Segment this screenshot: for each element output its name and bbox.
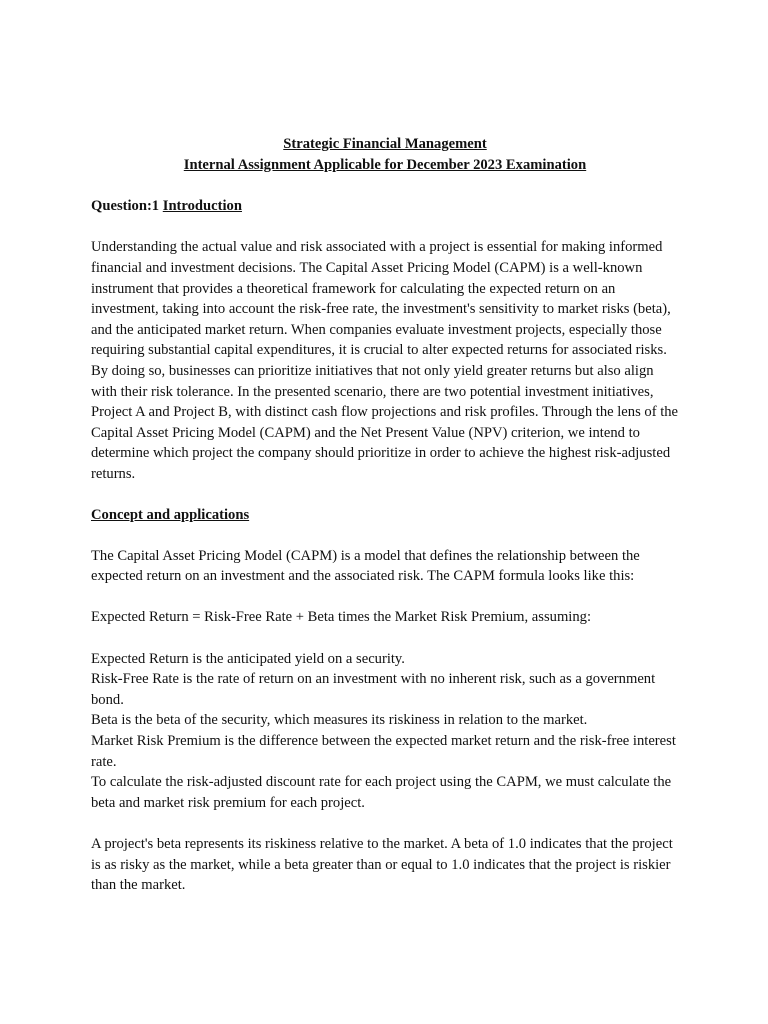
- section-heading: Concept and applications: [91, 506, 250, 523]
- question-heading: [91, 196, 679, 217]
- question-label: Question:1: [91, 198, 160, 215]
- document-body: [91, 134, 679, 896]
- definition-item: To calculate the risk-adjusted discount rate for each project using the CAPM, we must calculate the beta and market risk premium for each project.: [91, 774, 672, 811]
- beta-paragraph: A project's beta represents its riskiness relative to the market. A beta of 1.0 indicates that the project is as risky as the market, while a beta greater than or equal to 1.0 indicates that the project is riskier than the market.: [91, 836, 673, 894]
- definition-item: Market Risk Premium is the difference between the expected market return and the risk-free interest rate.: [91, 733, 676, 770]
- question-topic: Introduction: [162, 198, 242, 215]
- definitions-list: [91, 649, 679, 814]
- intro-paragraph: Understanding the actual value and risk associated with a project is essential for making informed financial and investment decisions. The Capital Asset Pricing Model (CAPM) is a well-known instrument that provides a theoretical framework for calculating the expected return on an investment, taking into account the risk-free rate, the investment's sensitivity to market risks (beta), and the anticipated market return. When companies evaluate investment projects, especially those requiring substantial capital expenditures, it is crucial to alter expected returns for associated risks. By doing so, businesses can prioritize initiatives that not only yield greater returns but also align with their risk tolerance. In the presented scenario, there are two potential investment initiatives, Project A and Project B, with distinct cash flow projections and risk profiles. Through the lens of the Capital Asset Pricing Model (CAPM) and the Net Present Value (NPV) criterion, we intend to determine which project the company should prioritize in order to achieve the highest risk-adjusted returns.: [91, 239, 679, 482]
- definition-item: Risk-Free Rate is the rate of return on an investment with no inherent risk, such as a government bond.: [91, 671, 656, 708]
- formula-line: Expected Return = Risk-Free Rate + Beta times the Market Risk Premium, assuming:: [91, 609, 591, 626]
- capm-intro-paragraph: The Capital Asset Pricing Model (CAPM) is a model that defines the relationship between the expected return on an investment and the associated risk. The CAPM formula looks like this:: [91, 547, 640, 585]
- document-subtitle: Internal Assignment Applicable for December 2023 Examination: [183, 156, 587, 173]
- definition-item: Expected Return is the anticipated yield on a security.: [91, 650, 405, 667]
- document-title: Strategic Financial Management: [283, 136, 487, 152]
- definition-item: Beta is the beta of the security, which measures its riskiness in relation to the market.: [91, 712, 588, 729]
